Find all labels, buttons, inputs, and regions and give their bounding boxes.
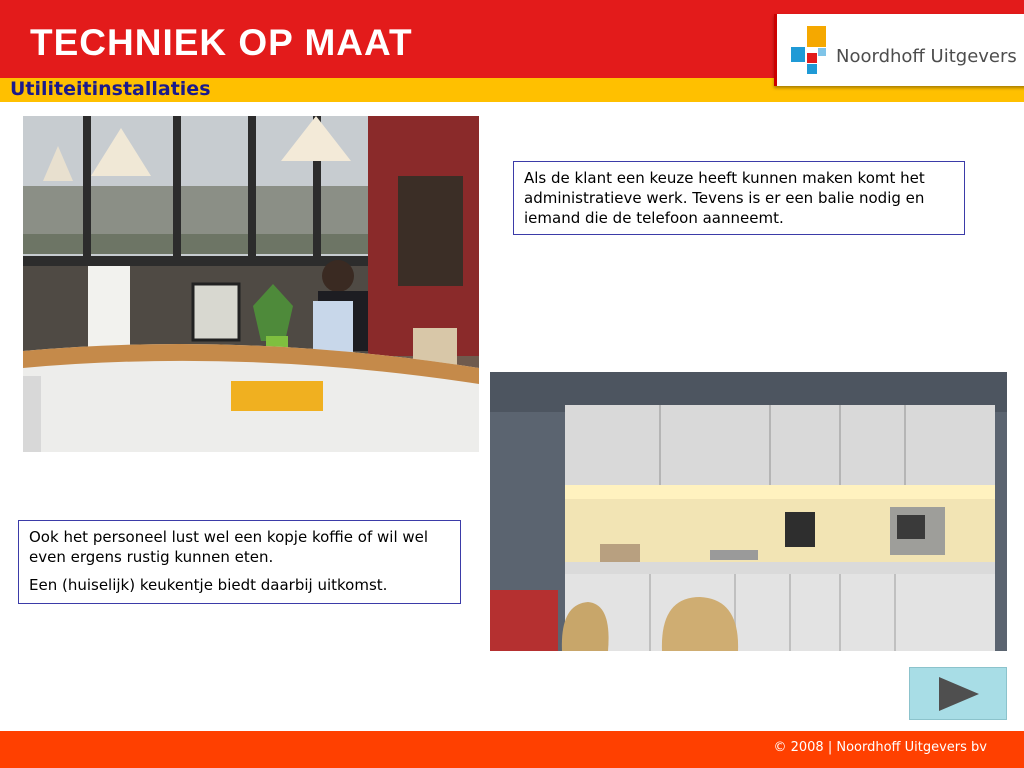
description-box-kitchen — [18, 520, 461, 604]
next-slide-button[interactable] — [909, 667, 1007, 720]
page-title: TECHNIEK OP MAAT — [30, 22, 413, 63]
description-paragraph: Als de klant een keuze heeft kunnen maken komt het administratieve werk. Tevens is er een balie nodig en iemand die de telefoon aanneemt. — [524, 169, 925, 227]
description-paragraph: Ook het personeel lust wel een kopje koffie of wil wel even ergens rustig kunnen eten. — [29, 528, 429, 566]
description-paragraph: Een (huiselijk) keukentje biedt daarbij uitkomst. — [29, 576, 388, 594]
description-box-reception — [513, 161, 965, 235]
publisher-logo — [774, 14, 1024, 86]
page-subtitle: Utiliteitinstallaties — [10, 78, 211, 100]
copyright-text: © 2008 | Noordhoff Uitgevers bv — [773, 740, 987, 755]
office-kitchen-photo — [490, 372, 1007, 651]
noordhoff-logo-icon — [787, 24, 831, 76]
play-next-icon — [937, 675, 981, 713]
publisher-name: Noordhoff Uitgevers — [836, 46, 1017, 67]
reception-desk-photo — [23, 116, 479, 452]
